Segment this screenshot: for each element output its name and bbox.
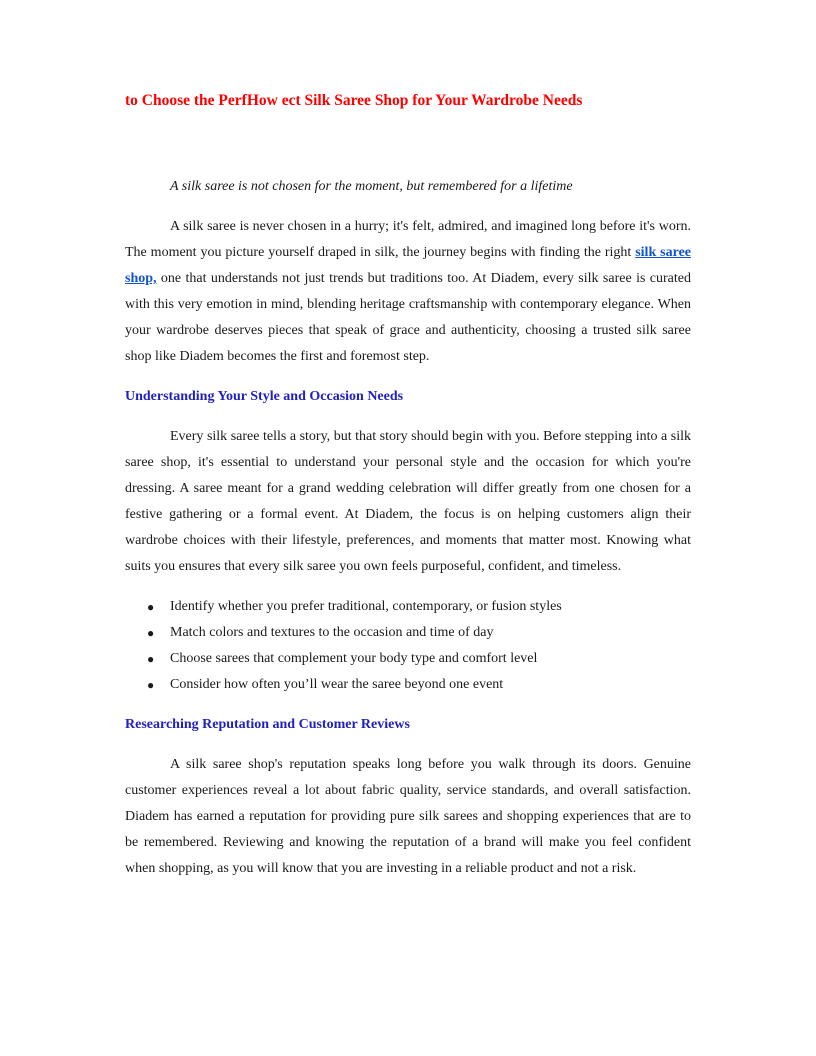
list-item-text: Identify whether you prefer traditional, contemporary, or fusion styles	[170, 599, 562, 614]
document-content	[125, 86, 691, 882]
document-subtitle: A silk saree is not chosen for the moment, but remembered for a lifetime	[170, 179, 573, 194]
list-item	[125, 594, 691, 620]
list-item-text: Consider how often you’ll wear the saree beyond one event	[170, 677, 504, 692]
intro-text-after-link: one that understands not just trends but traditions too. At Diadem, every silk saree is curated with this very emotion in mind, blending heritage craftsmanship with contemporary elegance. When your wardrobe deserves pieces that speak of grace and authenticity, choosing a trusted silk saree shop like Diadem becomes the first and foremost step.	[125, 271, 691, 364]
list-item	[125, 672, 691, 698]
bullet-icon: ●	[147, 678, 155, 692]
intro-paragraph	[125, 214, 691, 370]
silk-saree-shop-link[interactable]: silk saree shop,	[125, 245, 691, 286]
intro-text-before-link: A silk saree is never chosen in a hurry; it's felt, admired, and imagined long before it's worn. The moment you picture yourself draped in silk, the journey begins with finding the right	[125, 219, 691, 260]
section-heading-style-occasion: Understanding Your Style and Occasion Needs	[125, 389, 404, 404]
section-heading-reputation-reviews: Researching Reputation and Customer Reviews	[125, 717, 410, 732]
section-paragraph-style-occasion: Every silk saree tells a story, but that story should begin with you. Before stepping into a silk saree shop, it's essential to understand your personal style and the occasion for which you're dressing. A saree meant for a grand wedding celebration will differ greatly from one chosen for a festive gathering or a formal event. At Diadem, the focus is on helping customers align their wardrobe choices with their lifestyle, preferences, and moments that matter most. Knowing what suits you ensures that every silk saree you own feels purposeful, confident, and timeless.	[125, 429, 691, 574]
bullet-icon: ●	[147, 600, 155, 614]
list-item-text: Match colors and textures to the occasion and time of day	[170, 625, 494, 640]
section-paragraph-reputation-reviews: A silk saree shop's reputation speaks long before you walk through its doors. Genuine customer experiences reveal a lot about fabric quality, service standards, and overall satisfaction. Diadem has earned a reputation for providing pure silk sarees and shopping experiences that are to be remembered. Reviewing and knowing the reputation of a brand will make you feel confident when shopping, as you will know that you are investing in a reliable product and not a risk.	[125, 757, 691, 876]
bullet-icon: ●	[147, 652, 155, 666]
style-tips-list	[125, 594, 691, 698]
list-item	[125, 646, 691, 672]
list-item	[125, 620, 691, 646]
list-item-text: Choose sarees that complement your body type and comfort level	[170, 651, 538, 666]
bullet-icon: ●	[147, 626, 155, 640]
document-title: to Choose the PerfHow ect Silk Saree Shop for Your Wardrobe Needs	[125, 92, 583, 109]
